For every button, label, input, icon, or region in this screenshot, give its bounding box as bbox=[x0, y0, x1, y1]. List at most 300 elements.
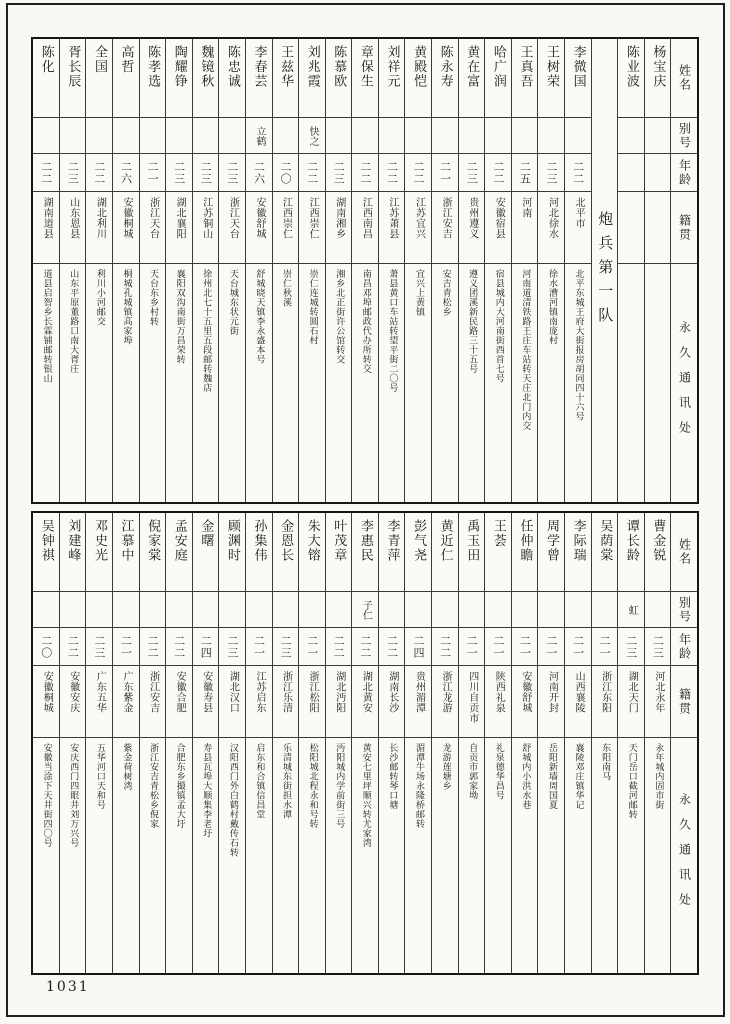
entry-address-cell bbox=[618, 738, 644, 973]
roster-entry-column bbox=[565, 39, 592, 502]
entry-name-cell bbox=[140, 513, 166, 592]
entry-alias-cell bbox=[538, 118, 564, 154]
entry-alias-cell bbox=[60, 118, 86, 154]
entry-name: 倪家棠 bbox=[145, 519, 161, 563]
entry-native-place: 安徽舒城 bbox=[253, 197, 265, 239]
section-title: 炮兵第一队 bbox=[596, 210, 615, 331]
entry-address-cell bbox=[273, 738, 299, 973]
entry-address-cell bbox=[538, 738, 564, 973]
roster-entry-column bbox=[645, 513, 672, 973]
entry-age: 二二 bbox=[491, 160, 505, 185]
entry-address-cell bbox=[565, 738, 591, 973]
entry-age: 二六 bbox=[119, 160, 133, 185]
entry-native-cell bbox=[33, 666, 59, 738]
entry-age: 二一 bbox=[146, 160, 160, 185]
entry-address-cell bbox=[485, 738, 511, 973]
roster-entry-column bbox=[432, 513, 459, 973]
entry-native-place: 湖北襄阳 bbox=[174, 197, 186, 239]
roster-table-lower bbox=[31, 511, 699, 975]
entry-name: 陈忠诚 bbox=[224, 45, 240, 89]
entry-native-place: 北平市 bbox=[573, 197, 585, 229]
entry-address-cell bbox=[592, 738, 618, 973]
section-title-cell bbox=[592, 39, 618, 502]
entry-name-cell bbox=[592, 513, 618, 592]
roster-entry-column bbox=[405, 39, 432, 502]
entry-alias-cell bbox=[379, 118, 405, 154]
entry-age-cell bbox=[246, 154, 272, 192]
entry-name: 谭长龄 bbox=[623, 519, 639, 563]
entry-native-cell bbox=[565, 192, 591, 264]
entry-name-cell bbox=[246, 39, 272, 118]
entry-alias-cell bbox=[140, 118, 166, 154]
entry-native-cell bbox=[432, 192, 458, 264]
entry-age-cell bbox=[326, 628, 352, 666]
entry-name: 陈业波 bbox=[623, 45, 639, 89]
entry-age-cell bbox=[405, 154, 431, 192]
entry-name: 金恩长 bbox=[278, 519, 294, 563]
entry-name: 李惠民 bbox=[357, 519, 373, 563]
entry-address-cell bbox=[86, 738, 112, 973]
entry-native-place: 安徽桐城 bbox=[120, 197, 132, 239]
roster-entry-column bbox=[352, 513, 379, 973]
entry-native-place: 安徽舒城 bbox=[519, 671, 531, 713]
entry-address-cell bbox=[166, 264, 192, 502]
entry-age: 二三 bbox=[545, 160, 558, 185]
roster-entry-column bbox=[113, 39, 140, 502]
entry-name-cell bbox=[352, 39, 378, 118]
entry-address-cell bbox=[193, 738, 219, 973]
entry-native-place: 安徽安庆 bbox=[67, 671, 79, 713]
entry-age-cell bbox=[193, 154, 219, 192]
entry-age-cell bbox=[592, 628, 618, 666]
entry-address: 山东平原董路口南大胥庄 bbox=[68, 269, 79, 374]
entry-native-place: 浙江安吉 bbox=[147, 671, 159, 713]
entry-address-cell bbox=[512, 738, 538, 973]
entry-name: 黄近仁 bbox=[437, 519, 453, 563]
entry-name: 高哲 bbox=[118, 45, 134, 74]
entry-alias-cell bbox=[512, 592, 538, 628]
entry-native-cell bbox=[246, 666, 272, 738]
entry-address: 襄阳双沟南街万昌荣转 bbox=[174, 269, 185, 364]
entry-name: 王兹华 bbox=[278, 45, 294, 89]
entry-alias-cell bbox=[405, 592, 431, 628]
entry-age: 二三 bbox=[92, 634, 106, 659]
entry-age: 二二 bbox=[385, 160, 399, 185]
entry-address: 龙游莲塘乡 bbox=[440, 743, 451, 791]
entry-native-place: 湖北黄安 bbox=[360, 671, 372, 713]
entry-native-place: 浙江龙游 bbox=[440, 671, 452, 713]
roster-entry-column bbox=[219, 39, 246, 502]
entry-native-place: 贵州湄潭 bbox=[413, 671, 425, 713]
entry-age-cell bbox=[299, 628, 325, 666]
roster-entry-column bbox=[33, 39, 60, 502]
entry-name-cell bbox=[459, 513, 485, 592]
entry-native-place: 浙江东阳 bbox=[599, 671, 611, 713]
roster-entry-column bbox=[565, 513, 592, 973]
entry-name-cell bbox=[565, 513, 591, 592]
entry-native-place: 湖北汉口 bbox=[227, 671, 239, 713]
entry-name: 魏镜秋 bbox=[198, 45, 214, 89]
entry-native-place: 河北永年 bbox=[652, 671, 664, 713]
column-header-column bbox=[671, 513, 697, 973]
entry-age-cell bbox=[538, 628, 564, 666]
entry-name-cell bbox=[166, 513, 192, 592]
entry-address: 河南道清铁路王庄车站转天庄北门内交 bbox=[520, 269, 531, 431]
entry-alias-cell bbox=[33, 118, 59, 154]
entry-name-cell bbox=[671, 39, 697, 118]
entry-alias-cell bbox=[565, 592, 591, 628]
entry-name-cell bbox=[193, 513, 219, 592]
entry-name: 曹金锐 bbox=[650, 519, 666, 563]
roster-entry-column bbox=[538, 39, 565, 502]
entry-native-cell bbox=[113, 192, 139, 264]
entry-name: 朱大镕 bbox=[304, 519, 320, 563]
entry-age: 二二 bbox=[385, 634, 399, 659]
entry-native-place: 湖北天门 bbox=[626, 671, 638, 713]
entry-name: 陈永寿 bbox=[437, 45, 453, 89]
entry-address-cell bbox=[512, 264, 538, 502]
entry-name: 黄在富 bbox=[464, 45, 480, 89]
entry-native-place: 湖北沔阳 bbox=[333, 671, 345, 713]
entry-alias-cell bbox=[645, 592, 671, 628]
entry-native-cell bbox=[538, 192, 564, 264]
entry-address: 岳阳新墙周国夏 bbox=[546, 743, 557, 810]
entry-name-cell bbox=[60, 39, 86, 118]
roster-entry-column bbox=[459, 39, 486, 502]
entry-alias-cell bbox=[459, 118, 485, 154]
entry-native-cell bbox=[485, 666, 511, 738]
entry-age-cell bbox=[485, 628, 511, 666]
roster-entry-column bbox=[246, 39, 273, 502]
entry-age-cell bbox=[299, 154, 325, 192]
column-header-age: 年龄 bbox=[677, 632, 692, 661]
entry-age: 二三 bbox=[199, 160, 213, 185]
entry-native-cell bbox=[671, 192, 697, 264]
roster-entry-column bbox=[538, 513, 565, 973]
entry-name-cell bbox=[379, 513, 405, 592]
entry-native-cell bbox=[592, 666, 618, 738]
entry-address-cell bbox=[618, 264, 644, 502]
entry-address-cell bbox=[538, 264, 564, 502]
entry-alias-cell bbox=[405, 118, 431, 154]
roster-entry-column bbox=[592, 513, 619, 973]
entry-name: 孙集伟 bbox=[251, 519, 267, 563]
entry-address-cell bbox=[326, 738, 352, 973]
entry-address-cell bbox=[86, 264, 112, 502]
entry-age-cell bbox=[671, 628, 697, 666]
entry-native-cell bbox=[273, 192, 299, 264]
entry-age: 二一 bbox=[598, 634, 612, 659]
entry-address: 北平东城王府大街报房胡同四十六号 bbox=[573, 269, 584, 421]
entry-age: 二二 bbox=[358, 634, 372, 659]
entry-address-cell bbox=[246, 738, 272, 973]
entry-age-cell bbox=[352, 628, 378, 666]
roster-entry-column bbox=[166, 39, 193, 502]
entry-name-cell bbox=[405, 513, 431, 592]
entry-address: 启东和合镇信昌堂 bbox=[254, 743, 265, 819]
entry-alias-cell bbox=[432, 118, 458, 154]
entry-name-cell bbox=[538, 39, 564, 118]
roster-entry-column bbox=[33, 513, 60, 973]
entry-name-cell bbox=[113, 39, 139, 118]
entry-age-cell bbox=[512, 154, 538, 192]
entry-native-cell bbox=[352, 192, 378, 264]
entry-native-place: 湖南道县 bbox=[41, 197, 53, 239]
entry-native-place: 广东五华 bbox=[94, 671, 106, 713]
entry-address: 紫金荷树湾 bbox=[121, 743, 132, 791]
entry-address: 安吉青松乡 bbox=[440, 269, 451, 317]
entry-name: 哈广润 bbox=[490, 45, 506, 89]
entry-address: 长沙邮转琴口塘 bbox=[387, 743, 398, 810]
entry-age-cell bbox=[113, 154, 139, 192]
entry-address-cell bbox=[219, 738, 245, 973]
entry-native-cell bbox=[273, 666, 299, 738]
entry-alias-cell bbox=[113, 118, 139, 154]
roster-entry-column bbox=[140, 513, 167, 973]
entry-alias-cell bbox=[326, 592, 352, 628]
entry-native-cell bbox=[512, 192, 538, 264]
entry-age: 二二 bbox=[172, 634, 186, 659]
entry-name: 陈化 bbox=[38, 45, 54, 74]
entry-address-cell bbox=[219, 264, 245, 502]
entry-native-cell bbox=[645, 192, 671, 264]
entry-native-place: 浙江天台 bbox=[147, 197, 159, 239]
entry-name-cell bbox=[219, 513, 245, 592]
entry-address-cell bbox=[352, 264, 378, 502]
entry-address-cell bbox=[485, 264, 511, 502]
entry-address-cell bbox=[299, 264, 325, 502]
entry-alias-cell bbox=[166, 592, 192, 628]
entry-native-cell bbox=[140, 192, 166, 264]
entry-address-cell bbox=[273, 264, 299, 502]
entry-age: 二六 bbox=[252, 160, 266, 185]
entry-alias-cell bbox=[219, 592, 245, 628]
entry-name-cell bbox=[246, 513, 272, 592]
entry-name-cell bbox=[618, 513, 644, 592]
entry-address: 徐州北七十五里五段邮转魏店 bbox=[201, 269, 212, 393]
entry-native-cell bbox=[326, 192, 352, 264]
entry-native-cell bbox=[618, 666, 644, 738]
entry-native-cell bbox=[405, 192, 431, 264]
column-header-native_place: 籍贯 bbox=[677, 213, 692, 242]
entry-address: 萧县黄口车站转望平街二〇号 bbox=[387, 269, 398, 393]
entry-address-cell bbox=[379, 738, 405, 973]
entry-alias-cell bbox=[565, 118, 591, 154]
entry-age-cell bbox=[86, 154, 112, 192]
entry-age: 二三 bbox=[225, 634, 239, 659]
entry-name-cell bbox=[326, 513, 352, 592]
entry-address: 崇仁秋溪 bbox=[281, 269, 292, 307]
entry-alias-cell bbox=[219, 118, 245, 154]
entry-native-place: 河南 bbox=[519, 197, 531, 218]
entry-name: 章保生 bbox=[357, 45, 373, 89]
entry-alias-cell bbox=[352, 118, 378, 154]
entry-name-cell bbox=[113, 513, 139, 592]
entry-native-cell bbox=[459, 666, 485, 738]
entry-address-cell bbox=[113, 264, 139, 502]
entry-address: 汉阳西门外白鹤村戴传石转 bbox=[227, 743, 238, 857]
entry-age-cell bbox=[432, 628, 458, 666]
entry-name-cell bbox=[459, 39, 485, 118]
entry-name-cell bbox=[326, 39, 352, 118]
entry-age-cell bbox=[432, 154, 458, 192]
roster-entry-column bbox=[512, 39, 539, 502]
entry-name-cell bbox=[512, 513, 538, 592]
entry-native-cell bbox=[326, 666, 352, 738]
entry-address-cell bbox=[193, 264, 219, 502]
entry-alias: 立鹤 bbox=[253, 125, 265, 146]
entry-alias-cell bbox=[60, 592, 86, 628]
entry-address-cell bbox=[33, 264, 59, 502]
entry-name: 刘建峰 bbox=[65, 519, 81, 563]
roster-entry-column bbox=[140, 39, 167, 502]
entry-native-cell bbox=[538, 666, 564, 738]
entry-name: 孟安庭 bbox=[171, 519, 187, 563]
entry-native-cell bbox=[219, 192, 245, 264]
entry-native-place: 湖南长沙 bbox=[386, 671, 398, 713]
roster-entry-column bbox=[326, 39, 353, 502]
entry-alias: 快之 bbox=[307, 125, 319, 146]
entry-address-cell bbox=[432, 264, 458, 502]
entry-native-place: 江苏铜山 bbox=[200, 197, 212, 239]
entry-age-cell bbox=[352, 154, 378, 192]
entry-address-cell bbox=[326, 264, 352, 502]
entry-age: 二一 bbox=[545, 634, 558, 659]
entry-alias-cell bbox=[299, 118, 325, 154]
entry-age: 二三 bbox=[651, 634, 665, 659]
entry-age-cell bbox=[193, 628, 219, 666]
entry-name-cell bbox=[379, 39, 405, 118]
entry-age-cell bbox=[246, 628, 272, 666]
entry-name-cell bbox=[33, 513, 59, 592]
entry-name: 吴荫棠 bbox=[597, 519, 613, 563]
entry-age-cell bbox=[618, 154, 644, 192]
entry-native-cell bbox=[565, 666, 591, 738]
entry-native-cell bbox=[485, 192, 511, 264]
entry-native-cell bbox=[299, 192, 325, 264]
entry-address: 利川小河邮交 bbox=[94, 269, 105, 326]
entry-name: 王真吾 bbox=[517, 45, 533, 89]
entry-name: 叶茂章 bbox=[331, 519, 347, 563]
entry-name-cell bbox=[485, 39, 511, 118]
entry-native-place: 贵州遵义 bbox=[466, 197, 478, 239]
entry-native-cell bbox=[193, 192, 219, 264]
entry-age: 二二 bbox=[305, 160, 319, 185]
entry-age: 二二 bbox=[332, 634, 346, 659]
entry-alias-cell bbox=[512, 118, 538, 154]
roster-entry-column bbox=[193, 513, 220, 973]
entry-native-cell bbox=[645, 666, 671, 738]
entry-name-cell bbox=[512, 39, 538, 118]
entry-address-cell bbox=[459, 264, 485, 502]
entry-name-cell bbox=[86, 39, 112, 118]
entry-address: 沔阳城内学前街三号 bbox=[334, 743, 345, 829]
entry-name: 邓史光 bbox=[91, 519, 107, 563]
entry-address: 安庆西门四眼井刘万兴号 bbox=[68, 743, 79, 848]
entry-address-cell bbox=[645, 738, 671, 973]
entry-native-place: 浙江天台 bbox=[227, 197, 239, 239]
entry-age: 二一 bbox=[305, 634, 319, 659]
entry-native-place: 湖北利川 bbox=[94, 197, 106, 239]
entry-age-cell bbox=[379, 154, 405, 192]
entry-alias-cell bbox=[459, 592, 485, 628]
roster-entry-column bbox=[459, 513, 486, 973]
entry-name: 刘兆霞 bbox=[304, 45, 320, 89]
entry-address-cell bbox=[645, 264, 671, 502]
entry-age: 二三 bbox=[624, 634, 638, 659]
column-header-native_place: 籍贯 bbox=[677, 687, 692, 716]
column-header-address: 永久通讯处 bbox=[677, 793, 692, 918]
entry-name-cell bbox=[645, 513, 671, 592]
entry-name-cell bbox=[565, 39, 591, 118]
entry-age-cell bbox=[326, 154, 352, 192]
entry-address-cell bbox=[140, 264, 166, 502]
entry-alias-cell bbox=[618, 592, 644, 628]
entry-address: 五华河口天和号 bbox=[94, 743, 105, 810]
roster-entry-column bbox=[246, 513, 273, 973]
entry-address-cell bbox=[60, 738, 86, 973]
entry-alias-cell bbox=[193, 592, 219, 628]
entry-native-cell bbox=[379, 666, 405, 738]
entry-native-place: 河南开封 bbox=[546, 671, 558, 713]
entry-alias-cell bbox=[485, 592, 511, 628]
roster-entry-column bbox=[86, 513, 113, 973]
entry-age-cell bbox=[219, 628, 245, 666]
entry-address: 黄安七里坪顺兴转尤家湾 bbox=[360, 743, 371, 848]
entry-address: 舒城内小洪水巷 bbox=[520, 743, 531, 810]
entry-native-place: 江西崇仁 bbox=[280, 197, 292, 239]
entry-age: 二五 bbox=[518, 160, 532, 185]
entry-name-cell bbox=[538, 513, 564, 592]
entry-age-cell bbox=[166, 154, 192, 192]
entry-age: 二三 bbox=[332, 160, 346, 185]
column-header-column bbox=[671, 39, 697, 502]
roster-entry-column bbox=[86, 39, 113, 502]
roster-entry-column bbox=[618, 513, 645, 973]
entry-name: 顾渊时 bbox=[224, 519, 240, 563]
entry-native-cell bbox=[671, 666, 697, 738]
entry-address: 襄陵邓庄镇华记 bbox=[573, 743, 584, 810]
entry-age-cell bbox=[33, 154, 59, 192]
entry-name: 李春芸 bbox=[251, 45, 267, 89]
entry-age-cell bbox=[60, 154, 86, 192]
entry-address-cell bbox=[352, 738, 378, 973]
entry-alias-cell bbox=[379, 592, 405, 628]
entry-native-place: 安徽宿县 bbox=[493, 197, 505, 239]
entry-age-cell bbox=[140, 628, 166, 666]
entry-age-cell bbox=[273, 154, 299, 192]
roster-entry-column bbox=[166, 513, 193, 973]
entry-address-cell bbox=[33, 738, 59, 973]
page-number: 1031 bbox=[46, 979, 90, 995]
entry-alias-cell bbox=[645, 118, 671, 154]
column-header-alias: 别号 bbox=[677, 595, 692, 624]
entry-native-cell bbox=[379, 192, 405, 264]
column-header-alias: 别号 bbox=[677, 121, 692, 150]
entry-native-cell bbox=[33, 192, 59, 264]
entry-age: 二二 bbox=[66, 634, 80, 659]
roster-entry-column bbox=[273, 513, 300, 973]
roster-table-upper bbox=[31, 37, 699, 504]
entry-name: 全国 bbox=[91, 45, 107, 74]
column-header-name: 姓名 bbox=[677, 538, 692, 566]
entry-native-cell bbox=[352, 666, 378, 738]
entry-native-place: 山西襄陵 bbox=[573, 671, 585, 713]
roster-entry-column bbox=[432, 39, 459, 502]
entry-age: 二四 bbox=[412, 634, 426, 659]
entry-native-cell bbox=[299, 666, 325, 738]
entry-age: 二一 bbox=[465, 634, 479, 659]
